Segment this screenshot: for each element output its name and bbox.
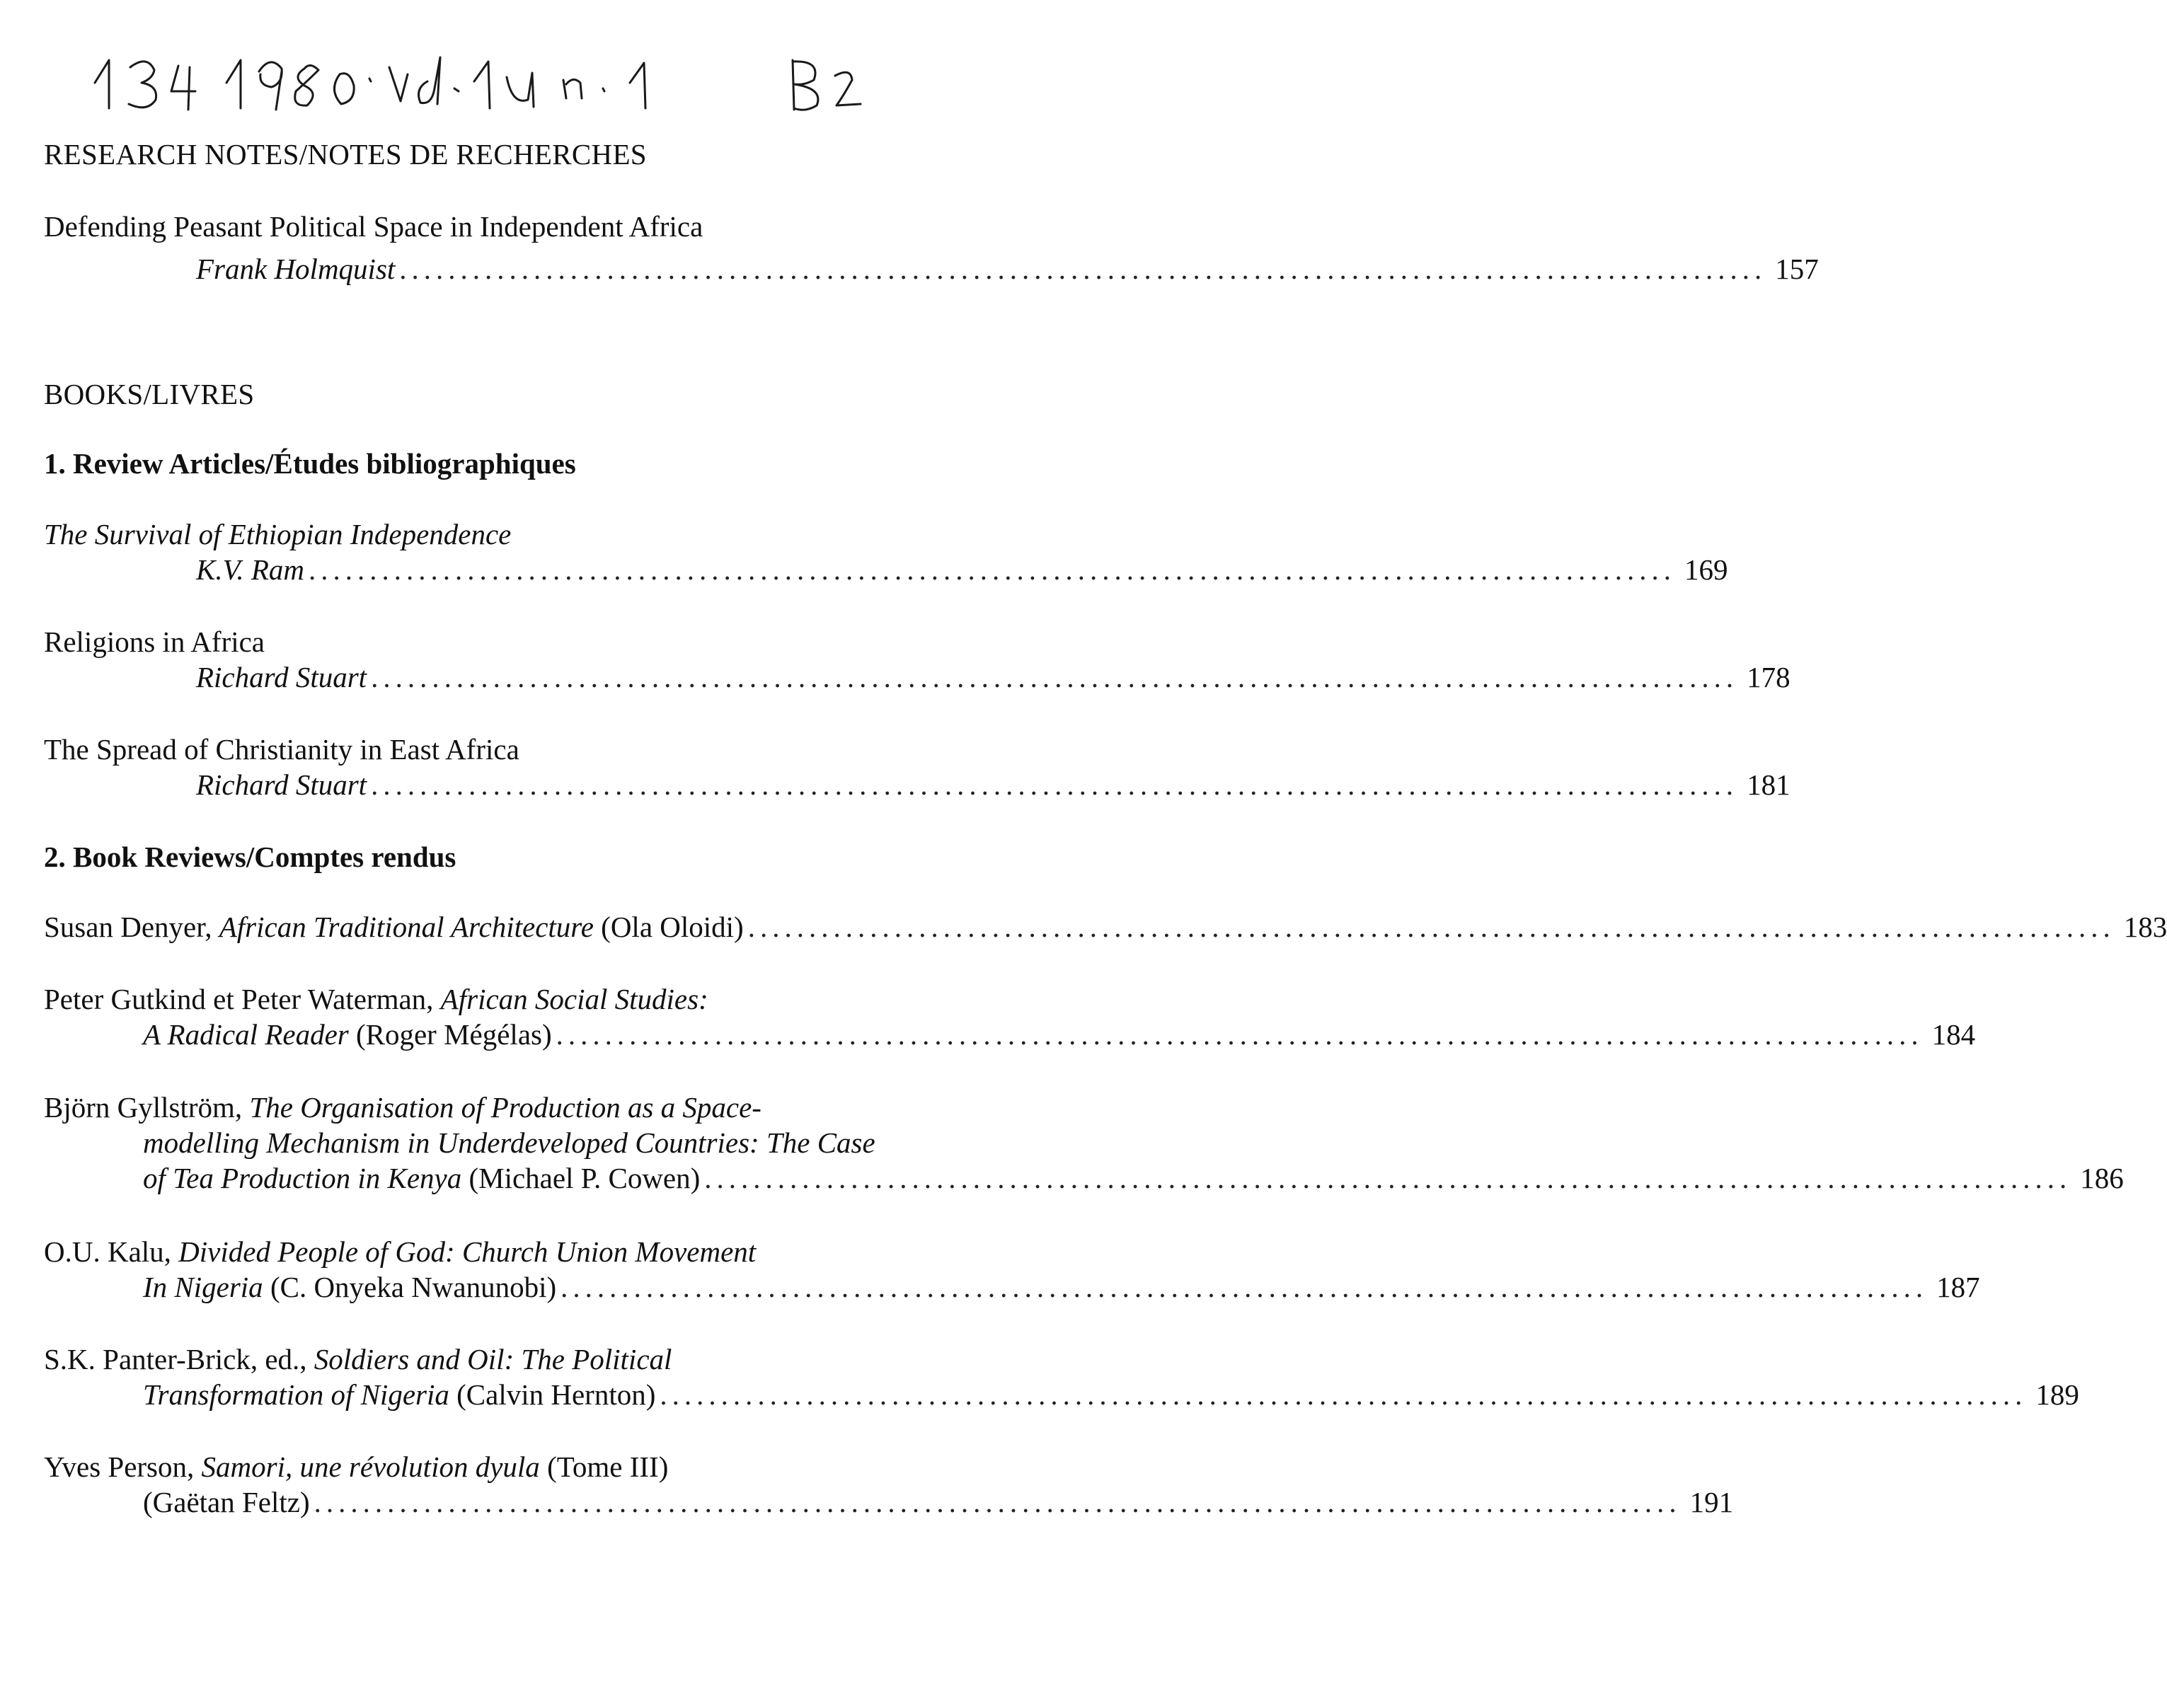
entry-author: K.V. Ram — [196, 553, 305, 587]
toc-entry — [44, 1090, 2124, 1196]
dot-leader: ................................................................................................................ — [399, 253, 1767, 286]
page-number: 191 — [1689, 1486, 1734, 1519]
toc-entry — [44, 981, 1976, 1052]
dot-leader: ................................................................................................................ — [556, 1018, 1924, 1051]
entry-title: The Spread of Christianity in East Africa — [44, 733, 519, 766]
page-number: 169 — [1684, 553, 1728, 587]
entry-author: Yves Person, — [44, 1450, 195, 1483]
page-number: 187 — [1936, 1271, 1980, 1304]
entry-reviewer: (Ola Oloidi) — [601, 911, 744, 943]
handwritten-annotation — [85, 39, 878, 117]
toc-entry — [44, 1449, 1734, 1520]
entry-author: S.K. Panter-Brick, ed., — [44, 1343, 307, 1375]
dot-leader: ................................................................................................................ — [704, 1162, 2072, 1195]
entry-title: In Nigeria — [143, 1271, 263, 1304]
entry-title: of Tea Production in Kenya — [143, 1162, 462, 1195]
entry-reviewer: (Roger Mégélas) — [355, 1018, 552, 1051]
dot-leader: ................................................................................................................ — [660, 1378, 2028, 1412]
dot-leader: ................................................................................................................ — [561, 1271, 1929, 1304]
toc-entry — [44, 1234, 1980, 1305]
page-number: 183 — [2123, 911, 2167, 943]
entry-reviewer: (Calvin Hernton) — [456, 1378, 656, 1412]
toc-entry — [44, 209, 1819, 287]
books-heading: BOOKS/LIVRES — [44, 378, 255, 410]
research-notes-heading: RESEARCH NOTES/NOTES DE RECHERCHES — [44, 138, 647, 171]
dot-leader: ................................................................................................................ — [371, 768, 1739, 802]
entry-title: modelling Mechanism in Underdeveloped Countries: The Case — [143, 1126, 875, 1160]
entry-author: Björn Gyllström, — [44, 1091, 243, 1124]
page-number: 178 — [1747, 661, 1790, 694]
book-reviews-heading: 2. Book Reviews/Comptes rendus — [44, 841, 456, 873]
entry-title: African Traditional Architecture — [219, 911, 594, 943]
entry-title: A Radical Reader — [143, 1018, 349, 1051]
entry-author: Frank Holmquist — [196, 253, 396, 286]
entry-author: Richard Stuart — [196, 768, 367, 802]
entry-title: Defending Peasant Political Space in Independent Africa — [44, 210, 703, 243]
review-articles-heading: 1. Review Articles/Études bibliographiques — [44, 447, 576, 480]
entry-reviewer: (Michael P. Cowen) — [469, 1162, 701, 1195]
entry-title: Samori, une révolution dyula — [201, 1450, 540, 1483]
entry-title: Soldiers and Oil: The Political — [314, 1343, 672, 1375]
toc-entry — [44, 1341, 2079, 1412]
toc-entry — [44, 517, 1728, 587]
dot-leader: ................................................................................................................ — [371, 661, 1739, 694]
dot-leader: ................................................................................................................ — [309, 553, 1677, 587]
entry-title: African Social Studies: — [440, 983, 708, 1015]
entry-reviewer: (Gaëtan Feltz) — [143, 1486, 310, 1519]
entry-title: The Organisation of Production as a Space- — [249, 1091, 761, 1124]
toc-entry — [44, 732, 1790, 802]
page-number: 189 — [2035, 1378, 2079, 1412]
entry-title: The Survival of Ethiopian Independence — [44, 518, 512, 550]
entry-author: O.U. Kalu, — [44, 1235, 171, 1268]
toc-entry — [44, 624, 1790, 695]
entry-title: Transformation of Nigeria — [143, 1378, 449, 1412]
page-number: 184 — [1931, 1018, 1976, 1051]
page-number: 186 — [2080, 1162, 2124, 1195]
page-number: 157 — [1775, 253, 1819, 286]
entry-reviewer: (C. Onyeka Nwanunobi) — [270, 1271, 557, 1304]
dot-leader: ................................................................................................................ — [747, 911, 2115, 943]
page-number: 181 — [1747, 768, 1790, 802]
entry-author: Richard Stuart — [196, 661, 367, 694]
entry-edition: (Tome III) — [547, 1450, 669, 1483]
toc-entry — [44, 909, 2167, 945]
entry-author: Peter Gutkind et Peter Waterman, — [44, 983, 434, 1015]
entry-title: Religions in Africa — [44, 625, 265, 658]
entry-title: Divided People of God: Church Union Movement — [178, 1235, 757, 1268]
dot-leader: ................................................................................................................ — [314, 1486, 1682, 1519]
entry-author: Susan Denyer, — [44, 911, 212, 943]
